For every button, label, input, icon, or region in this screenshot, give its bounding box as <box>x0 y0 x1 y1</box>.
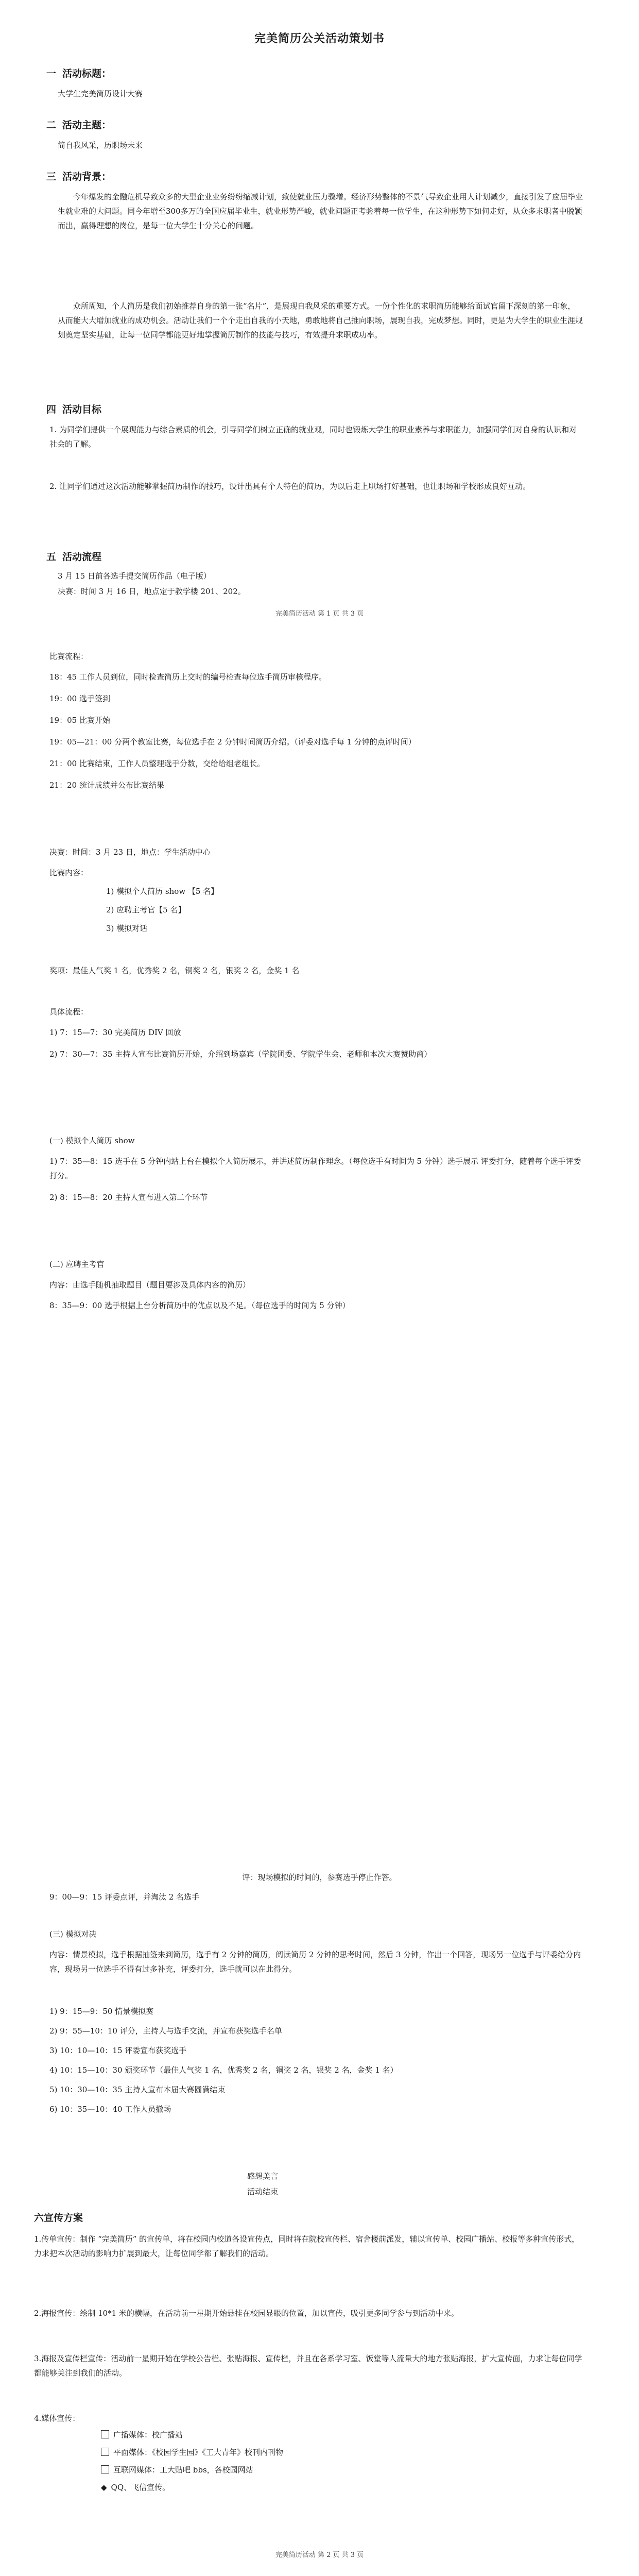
prelim-title: 比赛流程： <box>49 652 89 661</box>
media-text: 互联网媒体：工大贴吧 bbs，各校园网站 <box>113 2465 253 2475</box>
part-3-text: 内容：情景模拟，选手根据抽签来到简历，选手有 2 分钟的简历，阅读简历 2 分钟的思考时间，然后 3 分钟，作出一个回答，现场另一位选手与评委给分内容，现场另一位选手不得有过多补充，评委打分，选手就可以在此得分。 <box>49 1950 581 1974</box>
publicity-text: 制作 “完美简历” 的宣传单，将在校园内校道各设宣传点，同时将在院校宣传栏、宿舍楼前派发，辅以宣传单、校园广播站、校报等多种宣传形式，力求把本次活动的影响力扩展到最大，让每位同学都了解我们的活动。 <box>34 2234 580 2258</box>
section-6-title: 宣传方案 <box>44 2212 83 2224</box>
publicity-item-3 <box>34 2351 583 2380</box>
part-1-list <box>49 1154 583 1212</box>
detail-item: 1) 7：15—7：30 完美简历 DIV 回放 <box>49 1028 181 1037</box>
prelim-item: 18：45 工作人员到位，同时检查简历上交时的编号检查每位选手简历审核程序。 <box>49 672 326 682</box>
publicity-text: 活动前一星期开始在学校公告栏、张贴海报、宣传栏，并且在各系学习室、饭堂等人流量大的地方张贴海报，扩大宣传面，力求让每位同学都能够关注到我们的活动。 <box>34 2354 582 2378</box>
section-2-body: 简自我风采，历职场未来 <box>58 141 143 150</box>
section-4-number: 四 <box>46 404 57 415</box>
part-3-item: 4) 10：15—10：30 颁奖环节（最佳人气奖 1 名，优秀奖 2 名，铜奖 2 名，银奖 2 名，金奖 1 名） <box>49 2065 398 2075</box>
media-item <box>101 2445 283 2460</box>
publicity-lead: 1.传单宣传： <box>34 2234 80 2244</box>
final-item: 3) 模拟对话 <box>106 924 148 933</box>
section-3-title: 活动背景： <box>62 171 112 182</box>
section-1-title: 活动标题： <box>62 68 112 79</box>
media-item <box>101 2480 283 2495</box>
part-1-item: 1) 7：35—8：15 选手在 5 分钟内站上台在模拟个人简历展示，并讲述简历制作理念。（每位选手有时间为 5 分钟）选手展示 评委打分，随着每个选手评委打分。 <box>49 1157 581 1180</box>
section-3-heading <box>46 169 111 183</box>
section-5-heading <box>46 549 101 563</box>
background-paragraph-1: 今年爆发的金融危机导致众多的大型企业业务纷纷缩减计划，致使就业压力骤增。经济形势整体的不景气导致企业用人计划减少，直接引发了应届毕业生就业难的大问题。同今年增至300多万的全国应届毕业生，就业形势严峻，就业问题正考验着每一位学生，在这种形势下如何走好，从众多求职者中脱颖而出，赢得理想的岗位，是每一位大学生十分关心的问题。 <box>58 192 583 230</box>
process-intro-1: 3 月 15 日前各选手提交简历作品（电子版） <box>58 571 211 581</box>
part-3-item: 6) 10：35—10：40 工作人员撤场 <box>49 2105 171 2114</box>
process-intro-2: 决赛：时间 3 月 16 日，地点定于教学楼 201、202。 <box>58 587 246 596</box>
publicity-item-1 <box>34 2232 583 2261</box>
page-title: 完美简历公关活动策划书 <box>254 32 385 45</box>
final-item: 1) 模拟个人简历 show 【5 名】 <box>106 887 219 896</box>
page-footer-1: 完美简历活动 第 1 页 共 3 页 <box>275 610 364 618</box>
prelim-item: 21：00 比赛结束，工作人员整理选手分数，交给给组老组长。 <box>49 759 265 768</box>
publicity-lead: 2.海报宣传： <box>34 2309 80 2318</box>
checkbox-icon <box>101 2448 109 2456</box>
prelim-item: 21：20 统计成绩并公布比赛结果 <box>49 781 164 790</box>
goal-item-1: 1. 为同学们提供一个展现能力与综合素质的机会，引导同学们树立正确的就业观，同时也锻炼大学生的职业素养与求职能力，加强同学们对自身的认识和对社会的了解。 <box>49 425 577 449</box>
part-2-review: 9：00—9：15 评委点评，并淘汰 2 名选手 <box>49 1892 200 1902</box>
publicity-lead: 4.媒体宣传： <box>34 2414 80 2423</box>
publicity-item-2 <box>34 2306 583 2320</box>
part-3-extra-1: 感想美言 <box>247 2172 279 2181</box>
prelim-item: 19：05 比赛开始 <box>49 716 110 725</box>
section-1-heading <box>46 66 111 80</box>
part-1-title: (一) 模拟个人简历 show <box>49 1136 135 1145</box>
part-2-title: (二) 应聘主考官 <box>49 1260 105 1269</box>
media-text: QQ、飞信宣传。 <box>111 2483 170 2492</box>
final-items-list <box>106 884 218 940</box>
media-list <box>101 2428 283 2498</box>
final-items-label: 比赛内容： <box>49 868 89 877</box>
section-5-number: 五 <box>46 551 57 563</box>
section-1-number: 一 <box>46 68 57 79</box>
break-note: 评：现场模拟的时间的，参赛选手停止作答。 <box>242 1873 397 1882</box>
part-3-item: 5) 10：30—10：35 主持人宣布本届大赛圆满结束 <box>49 2085 226 2094</box>
checkbox-icon <box>101 2465 109 2473</box>
final-item: 2) 应聘主考官【5 名】 <box>106 905 186 914</box>
part-3-title: (三) 模拟对决 <box>49 1929 97 1939</box>
prelim-item: 19：00 选手签到 <box>49 694 110 703</box>
section-5-title: 活动流程 <box>62 551 102 563</box>
part-3-item: 3) 10：10—10：15 评委宣布获奖选手 <box>49 2046 187 2055</box>
section-1-body: 大学生完美简历设计大赛 <box>58 89 143 98</box>
awards-text: 奖项：最佳人气奖 1 名，优秀奖 2 名，铜奖 2 名，银奖 2 名，金奖 1 名 <box>49 966 300 975</box>
media-item <box>101 2463 283 2477</box>
media-item <box>101 2428 283 2442</box>
part-2-item: 8：35—9：00 选手根据上台分析简历中的优点以及不足。（每位选手的时间为 5 分钟） <box>49 1301 350 1310</box>
media-text: 平面媒体：《校园学生园》《工大青年》校刊内刊物 <box>113 2448 284 2457</box>
section-2-heading <box>46 117 111 131</box>
part-3-item: 1) 9：15—9：50 情景模拟赛 <box>49 2007 154 2016</box>
detail-list <box>49 1025 583 1069</box>
publicity-lead: 3.海报及宣传栏宣传： <box>34 2354 111 2363</box>
detail-item: 2) 7：30—7：35 主持人宣布比赛简历开始，介绍到场嘉宾（学院团委、学院学生会、老师和本次大赛赞助商） <box>49 1049 432 1059</box>
section-2-number: 二 <box>46 120 57 131</box>
publicity-text: 绘制 10*1 米的横幅，在活动前一星期开始悬挂在校园显眼的位置，加以宣传，吸引更多同学参与到活动中来。 <box>80 2309 459 2318</box>
part-1-item: 2) 8：15—8：20 主持人宣布进入第二个环节 <box>49 1193 208 1202</box>
section-6-number: 六 <box>34 2212 44 2224</box>
checkbox-icon <box>101 2430 109 2438</box>
prelim-item: 19：05—21：00 分两个教室比赛，每位选手在 2 分钟时间简历介绍。（评委对选手每 1 分钟的点评时间） <box>49 737 416 747</box>
goal-item-2: 2. 让同学们通过这次活动能够掌握简历制作的技巧，设计出具有个人特色的简历，为以后走上职场打好基础，也让职场和学校形成良好互动。 <box>49 482 531 491</box>
part-3-extra-2: 活动结束 <box>247 2187 279 2196</box>
final-time: 决赛：时间：3 月 23 日，地点：学生活动中心 <box>49 848 211 857</box>
prelim-list <box>49 670 583 800</box>
page-footer-2: 完美简历活动 第 2 页 共 3 页 <box>275 2551 364 2559</box>
detail-title: 具体流程： <box>49 1007 89 1016</box>
section-4-title: 活动目标 <box>62 404 102 415</box>
publicity-item-4 <box>34 2411 80 2426</box>
part-3-list <box>49 2004 583 2122</box>
section-2-title: 活动主题： <box>62 120 112 131</box>
section-6-heading <box>34 2210 83 2224</box>
part-2-intro: 内容：由选手随机抽取题目（题目要涉及具体内容的简历） <box>49 1280 251 1290</box>
part-3-item: 2) 9：55—10：10 评分，主持人与选手交流，并宣布获奖选手名单 <box>49 2026 282 2036</box>
media-text: 广播媒体：校广播站 <box>113 2430 183 2439</box>
section-3-number: 三 <box>46 171 57 182</box>
diamond-icon: ◆ <box>101 2483 107 2492</box>
section-4-heading <box>46 402 101 416</box>
background-paragraph-2: 众所周知，个人简历是我们初始推荐自身的第一张“名片”，是展现自我风采的重要方式。一份个性化的求职简历能够给面试官留下深刻的第一印象，从而能大大增加就业的成功机会。活动让我们一个个走出自我的小天地，勇敢地将自己推向职场，展现自我，完成梦想。同时，更是为大学生的职业生涯规划奠定坚实基础，让每一位同学都能更好地掌握简历制作的技能与技巧，有效提升求职成功率。 <box>58 301 583 340</box>
